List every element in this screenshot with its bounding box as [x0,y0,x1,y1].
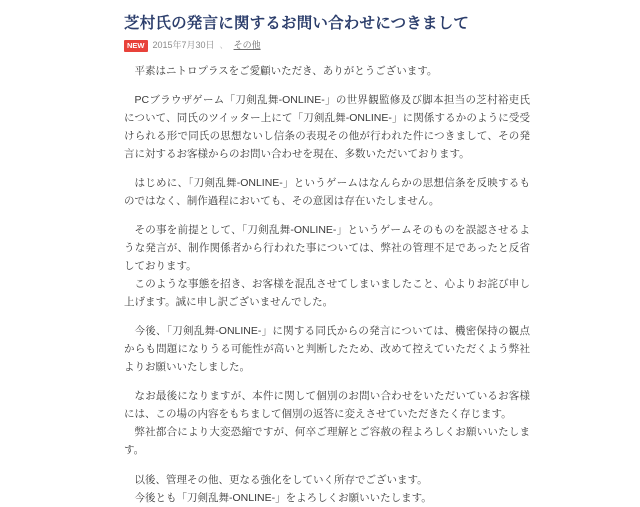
meta-separator: 、 [219,40,229,51]
article-body [124,62,530,507]
article-paragraph: PCブラウザゲーム「刀剣乱舞-ONLINE-」の世界観監修及び脚本担当の芝村裕吏氏について、同氏のツイッター上にて「刀剣乱舞-ONLINE-」に関係するかのように受受けられる形で同氏の思想ないし信条の表現その他が行われた件につきまして、その発言に対するお客様からのお問い合わせを現在、多数いただいております。 [124,93,530,160]
page-title: 芝村氏の発言に関するお問い合わせにつきまして [124,15,470,32]
article-paragraph: その事を前提として、「刀剣乱舞-ONLINE-」というゲームそのものを誤認させるような発言が、制作関係者から行われた事については、弊社の管理不足であったと反省しております。 [124,223,530,273]
article-paragraph: 弊社都合により大変恐縮ですが、何卒ご理解とご容赦の程よろしくお願いいたします。 [124,426,530,457]
article-paragraph: 今後とも「刀剣乱舞-ONLINE-」をよろしくお願いいたします。 [134,491,432,504]
status-badge: NEW [124,40,148,52]
article-paragraph: なお最後になりますが、本件に関して個別のお問い合わせをいただいているお客様には、この場の内容をもちまして個別の返答に変えさせていただきたく存じます。 [124,390,530,421]
article-date: 2015年7月30日 [152,40,215,51]
article-paragraph: 以後、管理その他、更なる強化をしていく所存でございます。 [134,473,428,486]
article-paragraph: このような事態を招き、お客様を混乱させてしまいましたこと、心よりお詫び申し上げます。誠に申し訳ございませんでした。 [124,278,530,309]
article-meta [124,40,612,52]
article-paragraph: はじめに、「刀剣乱舞-ONLINE-」というゲームはなんらかの思想信条を反映するものではなく、制作過程においても、その意図は存在いたしません。 [124,176,530,207]
article-paragraph: 今後、「刀剣乱舞-ONLINE-」に関する同氏からの発言については、機密保持の観点からも問題になりうる可能性が高いと判断したため、改めて控えていただくよう弊社よりお願いいたしました。 [124,325,530,374]
article-category-link[interactable]: その他 [233,40,261,51]
article-paragraph: 平素はニトロプラスをご愛顧いただき、ありがとうございます。 [134,64,438,77]
